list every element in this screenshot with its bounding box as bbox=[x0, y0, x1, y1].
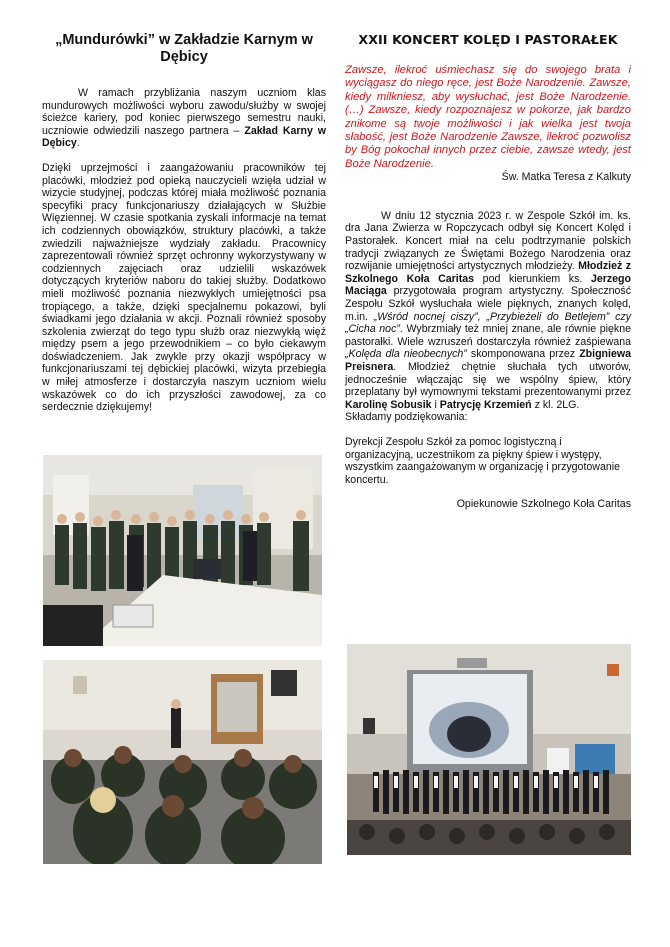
thanks-heading: Składamy podziękowania: bbox=[345, 411, 468, 424]
left-article-paragraph-2: Dzięki uprzejmości i zaangażowaniu pracowników tej placówki, młodzież pod opieką nauczycieli wzięła udział w wizycie studyjnej, podczas której miała możliwość poznania specyfiki pracy funkcjonariuszy działających w Służbie Więziennej. W czasie spotkania zyskali informacje na temat ich codziennych obowiązków, struktury placówki, a także zwiedzili najważniejsze wydziały zakładu. Pracownicy zaprezentowali również sprzęt ochronny wykorzystywany w codziennych zajęciach oraz udzielili wskazówek dotyczących kryteriów naboru do takiej służby. Dodatkowo mieli możliwość poznania niezwykłych umiejętności psa tropiącego, a także, dzięki specjalnemu pokazowi, byli świadkami jego działania w akcji. Poznali również sposoby szkolenia zwierząt do tego typu służb oraz niezwykłą więź między psem a jego przewodnikiem – co było ciekawym doświadczeniem. Jak zwykle przy okazji współpracy w funkcjonariuszami tej dębickiej placówki, wizyta przebiegła w miłej atmosferze i dostarczyła naszym uczniom wielu wskazówek co do ich przyszłości zawodowej, za co serdecznie dziękujemy! bbox=[42, 161, 326, 414]
christmas-quote: Zawsze, ilekroć uśmiechasz się do swojego brata i wyciągasz do niego ręce, jest Boże Narodzenie. Zawsze, kiedy milkniesz, aby wysłuchać, jest Boże Narodzenie. (…) Zawsze, kiedy rozpoznajesz w pokorze, jak bardzo znikome są twoje możliwości i jak wielka jest twoja słabość, jest Boże Narodzenie Zawsze, ilekroć pozwolisz by Bóg pokochał innych przez ciebie, zawsze wtedy, jest Boże Narodzenie. bbox=[345, 64, 631, 170]
left-article-title: „Mundurówki” w Zakładzie Karnym w Dębicy bbox=[55, 32, 313, 65]
photo-prison-visit-presentation bbox=[43, 660, 322, 864]
thanks-text: Dyrekcji Zespołu Szkół za pomoc logistyczną i organizacyjną, uczestnikom za piękny śpiew i występy, wszystkim zaangażowanym w organizację i przygotowanie koncertu. bbox=[345, 435, 620, 486]
right-article-title: XXII KONCERT KOLĘD I PASTORAŁEK bbox=[358, 32, 618, 47]
photo-prison-visit-office bbox=[43, 455, 322, 646]
partner-name: Zakład Karny w Dębicy bbox=[42, 124, 326, 150]
signature: Opiekunowie Szkolnego Koła Caritas bbox=[456, 498, 631, 511]
right-article bbox=[345, 32, 631, 511]
left-article-paragraph-1: W ramach przybliżania naszym uczniom klas mundurowych możliwości wyboru zawodu/służby w swojej ścieżce kariery, pod koniec pierwszego semestru nauki, uczniowie odwiedzili naszego partnera – Zakład Karny w Dębicy. bbox=[42, 87, 326, 150]
quote-author: Św. Matka Teresa z Kalkuty bbox=[501, 171, 631, 184]
photo-concert-stage bbox=[347, 644, 631, 855]
left-article bbox=[42, 32, 326, 414]
right-article-body: W dniu 12 stycznia 2023 r. w Zespole Szkół im. ks. dra Jana Zwierza w Ropczycach odbył się Koncert Kolęd i Pastorałek. Koncert miał na celu podtrzymanie polskich tradycji związanych ze Świętami Bożego Narodzenia oraz rozwijanie umiejętności artystycznych młodzieży. Młodzież z Szkolnego Koła Caritas pod kierunkiem ks. Jerzego Maciąga przygotowała program artystyczny. Społeczność Zespołu Szkół wysłuchała wiele pięknych, znanych kolęd, m.in. „Wśród nocnej ciszy”, „Przybieżeli do Betlejem” czy „Cicha noc”. Wybrzmiały też mniej znane, ale równie piękne pastorałki. Wiele wzruszeń dostarczyła również zaśpiewana „Kolęda dla nieobecnych” skomponowana przez Zbigniewa Preisnera. Młodzież chętnie słuchała tych utworów, jednocześnie włączając się we wspólny śpiew, który przeplatany był wymownymi tekstami prezentowanymi przez Karolinę Sobusik i Patrycję Krzemień z kl. 2LG. bbox=[345, 209, 631, 411]
